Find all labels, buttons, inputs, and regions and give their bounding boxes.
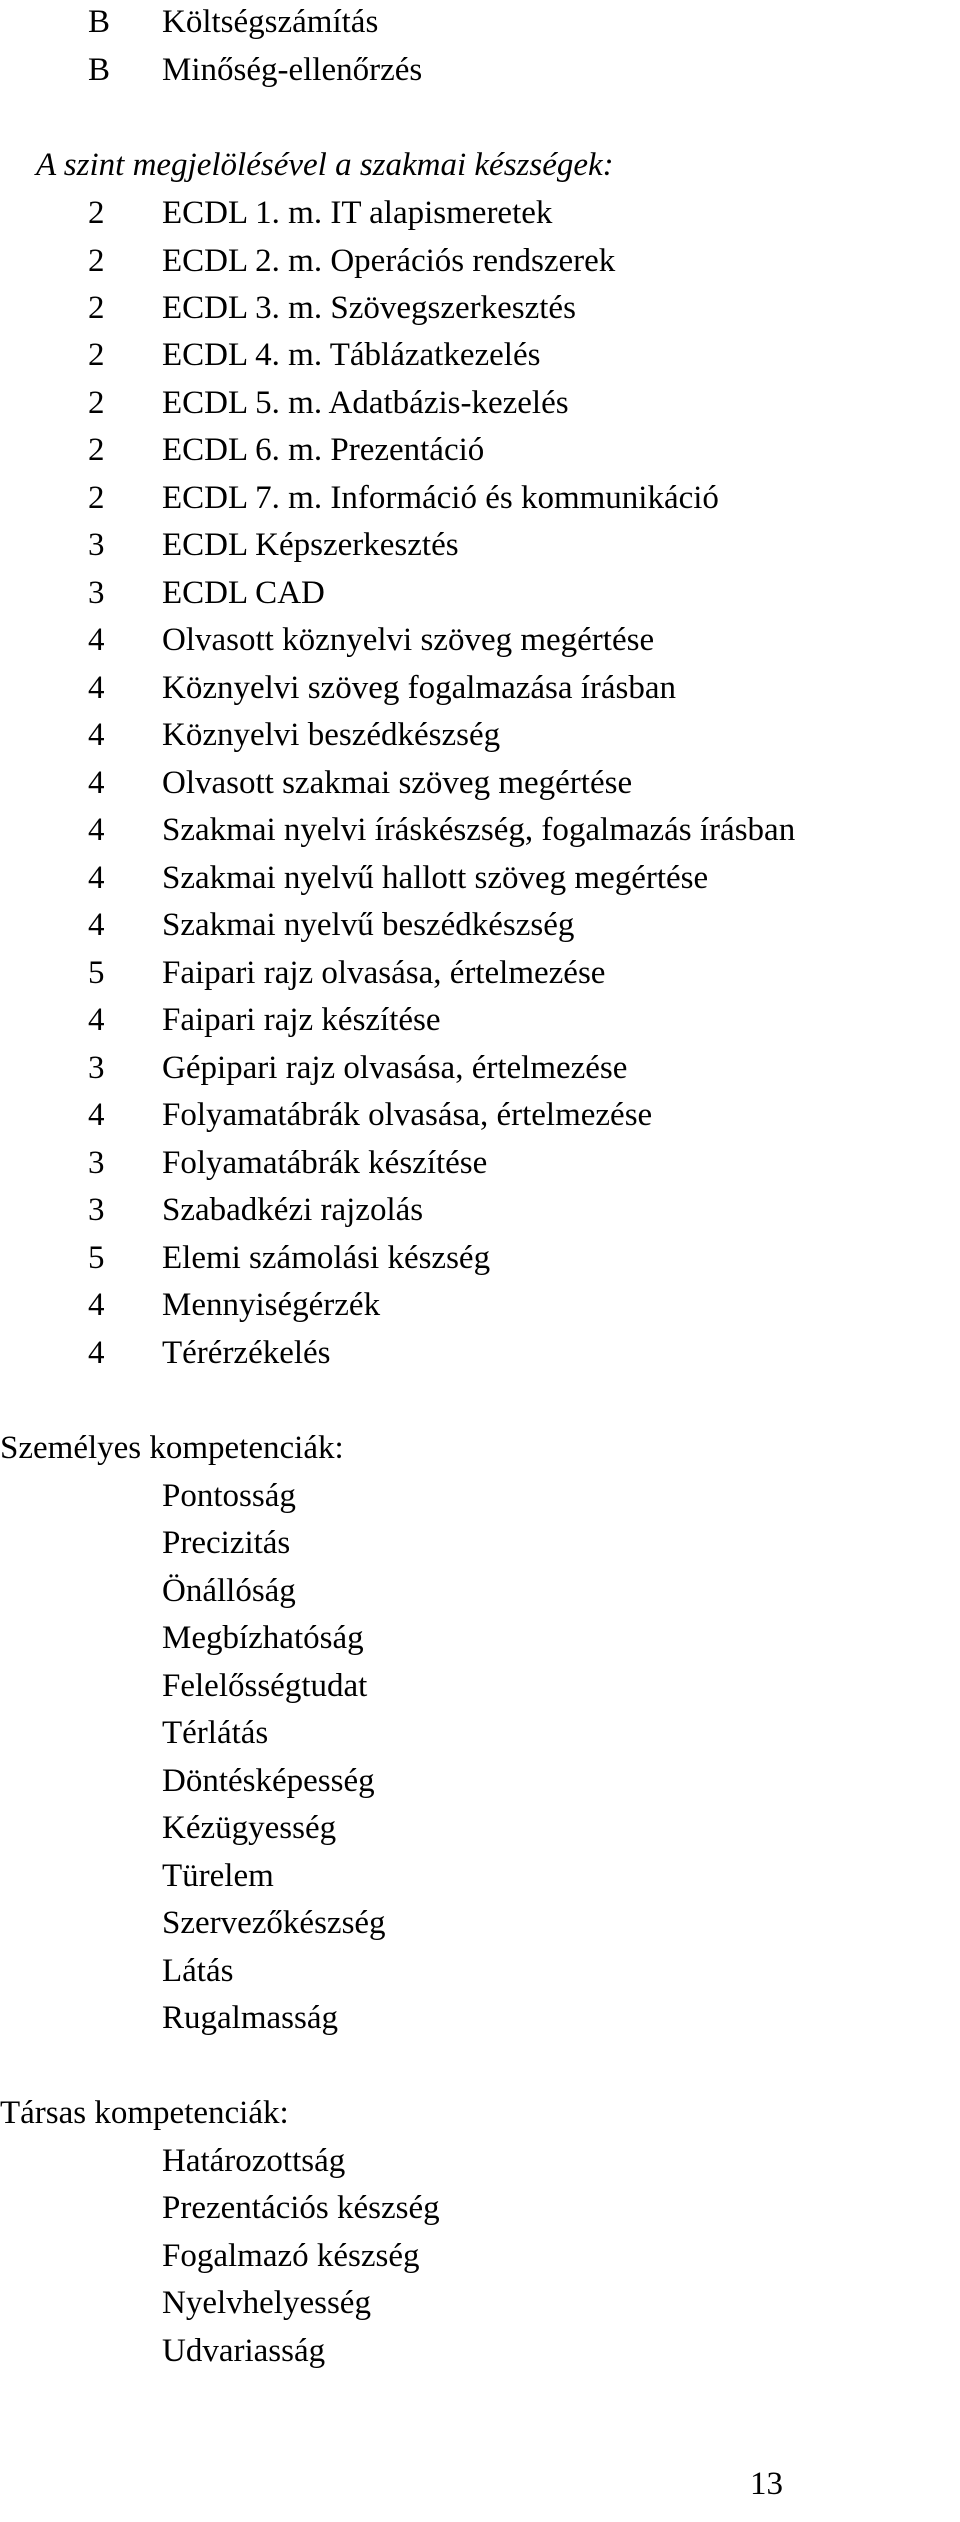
skill-text: ECDL 1. m. IT alapismeretek	[162, 195, 553, 231]
skill-text: ECDL 2. m. Operációs rendszerek	[162, 243, 616, 279]
list-item: Szervezőkészség	[162, 1905, 386, 1941]
list-item: Türelem	[162, 1858, 274, 1894]
skill-level: 3	[88, 1050, 105, 1086]
skill-level: 4	[88, 1335, 105, 1371]
skill-text: Olvasott szakmai szöveg megértése	[162, 765, 633, 801]
list-item: Udvariasság	[162, 2333, 326, 2369]
skill-text: ECDL CAD	[162, 575, 325, 611]
skill-level: 3	[88, 1145, 105, 1181]
skill-text: Szakmai nyelvű beszédkészség	[162, 907, 575, 943]
skill-text: Mennyiségérzék	[162, 1287, 381, 1323]
skill-level: 4	[88, 1287, 105, 1323]
skill-level: 2	[88, 385, 105, 421]
skill-text: Köznyelvi beszédkészség	[162, 717, 501, 753]
skill-text: Gépipari rajz olvasása, értelmezése	[162, 1050, 628, 1086]
skill-text: ECDL 3. m. Szövegszerkesztés	[162, 290, 576, 326]
skill-level: 4	[88, 907, 105, 943]
list-item: Önállóság	[162, 1573, 296, 1609]
skill-level: B	[88, 52, 111, 88]
list-item: Prezentációs készség	[162, 2190, 440, 2226]
skill-text: Faipari rajz olvasása, értelmezése	[162, 955, 606, 991]
skill-level: 2	[88, 480, 105, 516]
skill-level: 4	[88, 765, 105, 801]
skill-text: ECDL 7. m. Információ és kommunikáció	[162, 480, 719, 516]
skill-text: Költségszámítás	[162, 4, 379, 40]
skill-level: 4	[88, 860, 105, 896]
list-item: Rugalmasság	[162, 2000, 338, 2036]
personal-competencies-heading: Személyes kompetenciák:	[0, 1430, 344, 1466]
list-item: Kézügyesség	[162, 1810, 337, 1846]
skill-text: Térérzékelés	[162, 1335, 331, 1371]
social-competencies-heading: Társas kompetenciák:	[0, 2095, 289, 2131]
skill-level: B	[88, 4, 111, 40]
list-item: Felelősségtudat	[162, 1668, 368, 1704]
skill-text: ECDL 5. m. Adatbázis-kezelés	[162, 385, 569, 421]
skill-level: 5	[88, 955, 105, 991]
list-item: Fogalmazó készség	[162, 2238, 420, 2274]
skill-level: 4	[88, 812, 105, 848]
skill-level: 2	[88, 337, 105, 373]
skill-level: 4	[88, 1002, 105, 1038]
skill-level: 3	[88, 575, 105, 611]
skill-level: 3	[88, 1192, 105, 1228]
skill-level: 4	[88, 717, 105, 753]
list-item: Határozottság	[162, 2143, 346, 2179]
list-item: Pontosság	[162, 1478, 296, 1514]
skill-level: 3	[88, 527, 105, 563]
skill-text: Faipari rajz készítése	[162, 1002, 441, 1038]
skill-level: 2	[88, 290, 105, 326]
skill-level: 2	[88, 432, 105, 468]
list-item: Térlátás	[162, 1715, 269, 1751]
skill-level: 5	[88, 1240, 105, 1276]
skills-heading: A szint megjelölésével a szakmai készségek:	[36, 147, 614, 183]
skill-level: 4	[88, 1097, 105, 1133]
list-item: Megbízhatóság	[162, 1620, 364, 1656]
skill-level: 2	[88, 195, 105, 231]
skill-text: ECDL 6. m. Prezentáció	[162, 432, 485, 468]
skill-text: ECDL Képszerkesztés	[162, 527, 459, 563]
skill-text: Folyamatábrák készítése	[162, 1145, 488, 1181]
page-number: 13	[750, 2466, 783, 2502]
list-item: Nyelvhelyesség	[162, 2285, 371, 2321]
skill-text: Folyamatábrák olvasása, értelmezése	[162, 1097, 653, 1133]
skill-text: Olvasott köznyelvi szöveg megértése	[162, 622, 655, 658]
skill-text: Szakmai nyelvi íráskészség, fogalmazás írásban	[162, 812, 796, 848]
skill-level: 4	[88, 622, 105, 658]
skill-level: 4	[88, 670, 105, 706]
skill-text: Minőség-ellenőrzés	[162, 52, 423, 88]
skill-text: Szabadkézi rajzolás	[162, 1192, 424, 1228]
skill-text: Elemi számolási készség	[162, 1240, 491, 1276]
skill-text: ECDL 4. m. Táblázatkezelés	[162, 337, 541, 373]
list-item: Látás	[162, 1953, 234, 1989]
skill-text: Köznyelvi szöveg fogalmazása írásban	[162, 670, 677, 706]
skill-text: Szakmai nyelvű hallott szöveg megértése	[162, 860, 709, 896]
skill-level: 2	[88, 243, 105, 279]
list-item: Döntésképesség	[162, 1763, 375, 1799]
list-item: Precizitás	[162, 1525, 291, 1561]
